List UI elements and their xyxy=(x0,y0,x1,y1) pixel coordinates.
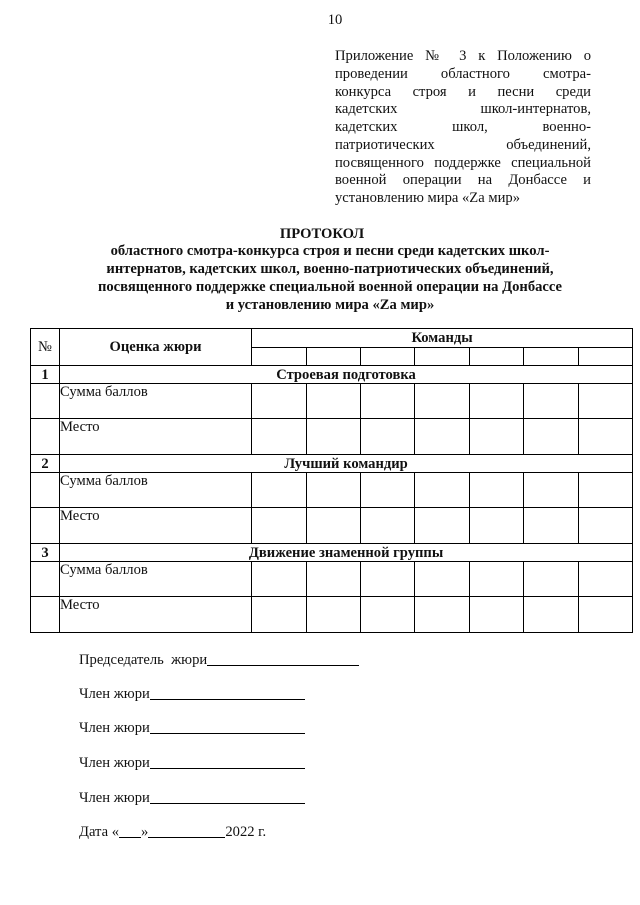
subtitle-line: посвященного поддержке специальной военной операции на Донбассе xyxy=(97,279,563,295)
score-cell xyxy=(307,562,361,597)
member-signature-line xyxy=(79,719,305,737)
place-cell xyxy=(579,597,633,633)
section-row xyxy=(31,366,633,384)
place-cell xyxy=(415,508,470,544)
signature-blank xyxy=(207,653,359,666)
score-cell xyxy=(470,384,524,419)
subtitle-line: интернатов, кадетских школ, военно-патриотических объединений, xyxy=(106,261,554,277)
section-title: Лучший командир xyxy=(60,455,633,473)
signature-blank xyxy=(150,687,305,700)
member-signature-line xyxy=(79,754,305,772)
score-cell xyxy=(524,473,579,508)
score-cell xyxy=(307,473,361,508)
score-cell xyxy=(252,562,307,597)
score-cell xyxy=(470,473,524,508)
appendix-line: установлению мира «Zа мир» xyxy=(335,190,520,206)
date-year: 2022 г. xyxy=(225,824,267,840)
row-number-cell xyxy=(31,597,60,633)
section-number: 3 xyxy=(31,544,60,562)
section-row xyxy=(31,544,633,562)
row-number-cell xyxy=(31,508,60,544)
score-cell xyxy=(579,473,633,508)
score-cell xyxy=(579,384,633,419)
place-cell xyxy=(524,597,579,633)
place-row xyxy=(31,508,633,544)
team-column-header xyxy=(415,348,470,366)
place-label: Место xyxy=(60,419,252,455)
page-number: 10 xyxy=(327,12,343,28)
appendix-line: кадетских школ-интернатов, xyxy=(335,101,591,118)
date-line xyxy=(79,823,266,841)
place-label: Место xyxy=(60,508,252,544)
section-title: Строевая подготовка xyxy=(60,366,633,384)
team-column-header xyxy=(579,348,633,366)
date-quote-close: » xyxy=(141,824,149,840)
place-cell xyxy=(579,508,633,544)
place-row xyxy=(31,597,633,633)
row-number-cell xyxy=(31,473,60,508)
place-cell xyxy=(252,508,307,544)
signature-label: Член жюри xyxy=(79,790,150,806)
appendix-line: посвященного поддержке специальной xyxy=(335,154,591,171)
score-cell xyxy=(307,384,361,419)
header-number: № xyxy=(31,329,60,366)
place-cell xyxy=(307,597,361,633)
section-number: 1 xyxy=(31,366,60,384)
section-row xyxy=(31,455,633,473)
place-cell xyxy=(252,597,307,633)
place-cell xyxy=(307,419,361,455)
score-cell xyxy=(361,562,415,597)
signature-label: Член жюри xyxy=(79,755,150,771)
score-sum-row xyxy=(31,562,633,597)
score-sum-row xyxy=(31,384,633,419)
team-column-header xyxy=(470,348,524,366)
header-teams: Команды xyxy=(252,329,633,348)
member-signature-line xyxy=(79,789,305,807)
score-sum-label: Сумма баллов xyxy=(60,562,252,597)
signature-label: Член жюри xyxy=(79,686,150,702)
header-criterion: Оценка жюри xyxy=(60,329,252,366)
date-month-blank xyxy=(148,825,225,838)
score-sum-label: Сумма баллов xyxy=(60,473,252,508)
place-row xyxy=(31,419,633,455)
appendix-line: военной операции на Донбассе и xyxy=(335,172,591,189)
appendix-line: проведении областного смотра- xyxy=(335,65,591,82)
place-cell xyxy=(579,419,633,455)
section-number: 2 xyxy=(31,455,60,473)
signature-blank xyxy=(150,756,305,769)
score-cell xyxy=(252,473,307,508)
score-cell xyxy=(415,562,470,597)
row-number-cell xyxy=(31,384,60,419)
place-cell xyxy=(307,508,361,544)
score-cell xyxy=(470,562,524,597)
appendix-line: патриотических объединений, xyxy=(335,136,591,153)
team-column-header xyxy=(252,348,307,366)
score-cell xyxy=(252,384,307,419)
place-cell xyxy=(415,597,470,633)
document-subtitle xyxy=(60,242,600,314)
signature-blank xyxy=(150,791,305,804)
row-number-cell xyxy=(31,419,60,455)
score-cell xyxy=(415,473,470,508)
place-cell xyxy=(470,597,524,633)
place-cell xyxy=(470,508,524,544)
place-cell xyxy=(252,419,307,455)
place-label: Место xyxy=(60,597,252,633)
score-sum-label: Сумма баллов xyxy=(60,384,252,419)
place-cell xyxy=(415,419,470,455)
appendix-line: Приложение № 3 к Положению о xyxy=(335,48,591,64)
score-sum-row xyxy=(31,473,633,508)
place-cell xyxy=(524,419,579,455)
table-header-row xyxy=(31,329,633,348)
appendix-line: кадетских школ, военно- xyxy=(335,119,591,135)
date-day-blank xyxy=(119,825,141,838)
signature-label: Член жюри xyxy=(79,720,150,736)
signature-blank xyxy=(150,721,305,734)
subtitle-line: областного смотра-конкурса строя и песни среди кадетских школ- xyxy=(110,243,550,259)
score-cell xyxy=(524,562,579,597)
protocol-table xyxy=(30,328,633,633)
score-cell xyxy=(579,562,633,597)
team-column-header xyxy=(361,348,415,366)
team-column-header xyxy=(307,348,361,366)
score-cell xyxy=(361,384,415,419)
section-title: Движение знаменной группы xyxy=(60,544,633,562)
place-cell xyxy=(524,508,579,544)
place-cell xyxy=(361,419,415,455)
chairman-signature-line xyxy=(79,651,359,669)
place-cell xyxy=(361,597,415,633)
signature-label: Председатель жюри xyxy=(79,652,208,668)
subtitle-line: и установлению мира «Zа мир» xyxy=(225,297,435,313)
place-cell xyxy=(470,419,524,455)
date-prefix: Дата « xyxy=(79,824,120,840)
row-number-cell xyxy=(31,562,60,597)
appendix-line: конкурса строя и песни среди xyxy=(335,83,591,100)
document-title: ПРОТОКОЛ xyxy=(279,226,365,242)
place-cell xyxy=(361,508,415,544)
score-cell xyxy=(361,473,415,508)
score-cell xyxy=(415,384,470,419)
appendix-note xyxy=(335,48,591,208)
member-signature-line xyxy=(79,685,305,703)
score-cell xyxy=(524,384,579,419)
team-column-header xyxy=(524,348,579,366)
